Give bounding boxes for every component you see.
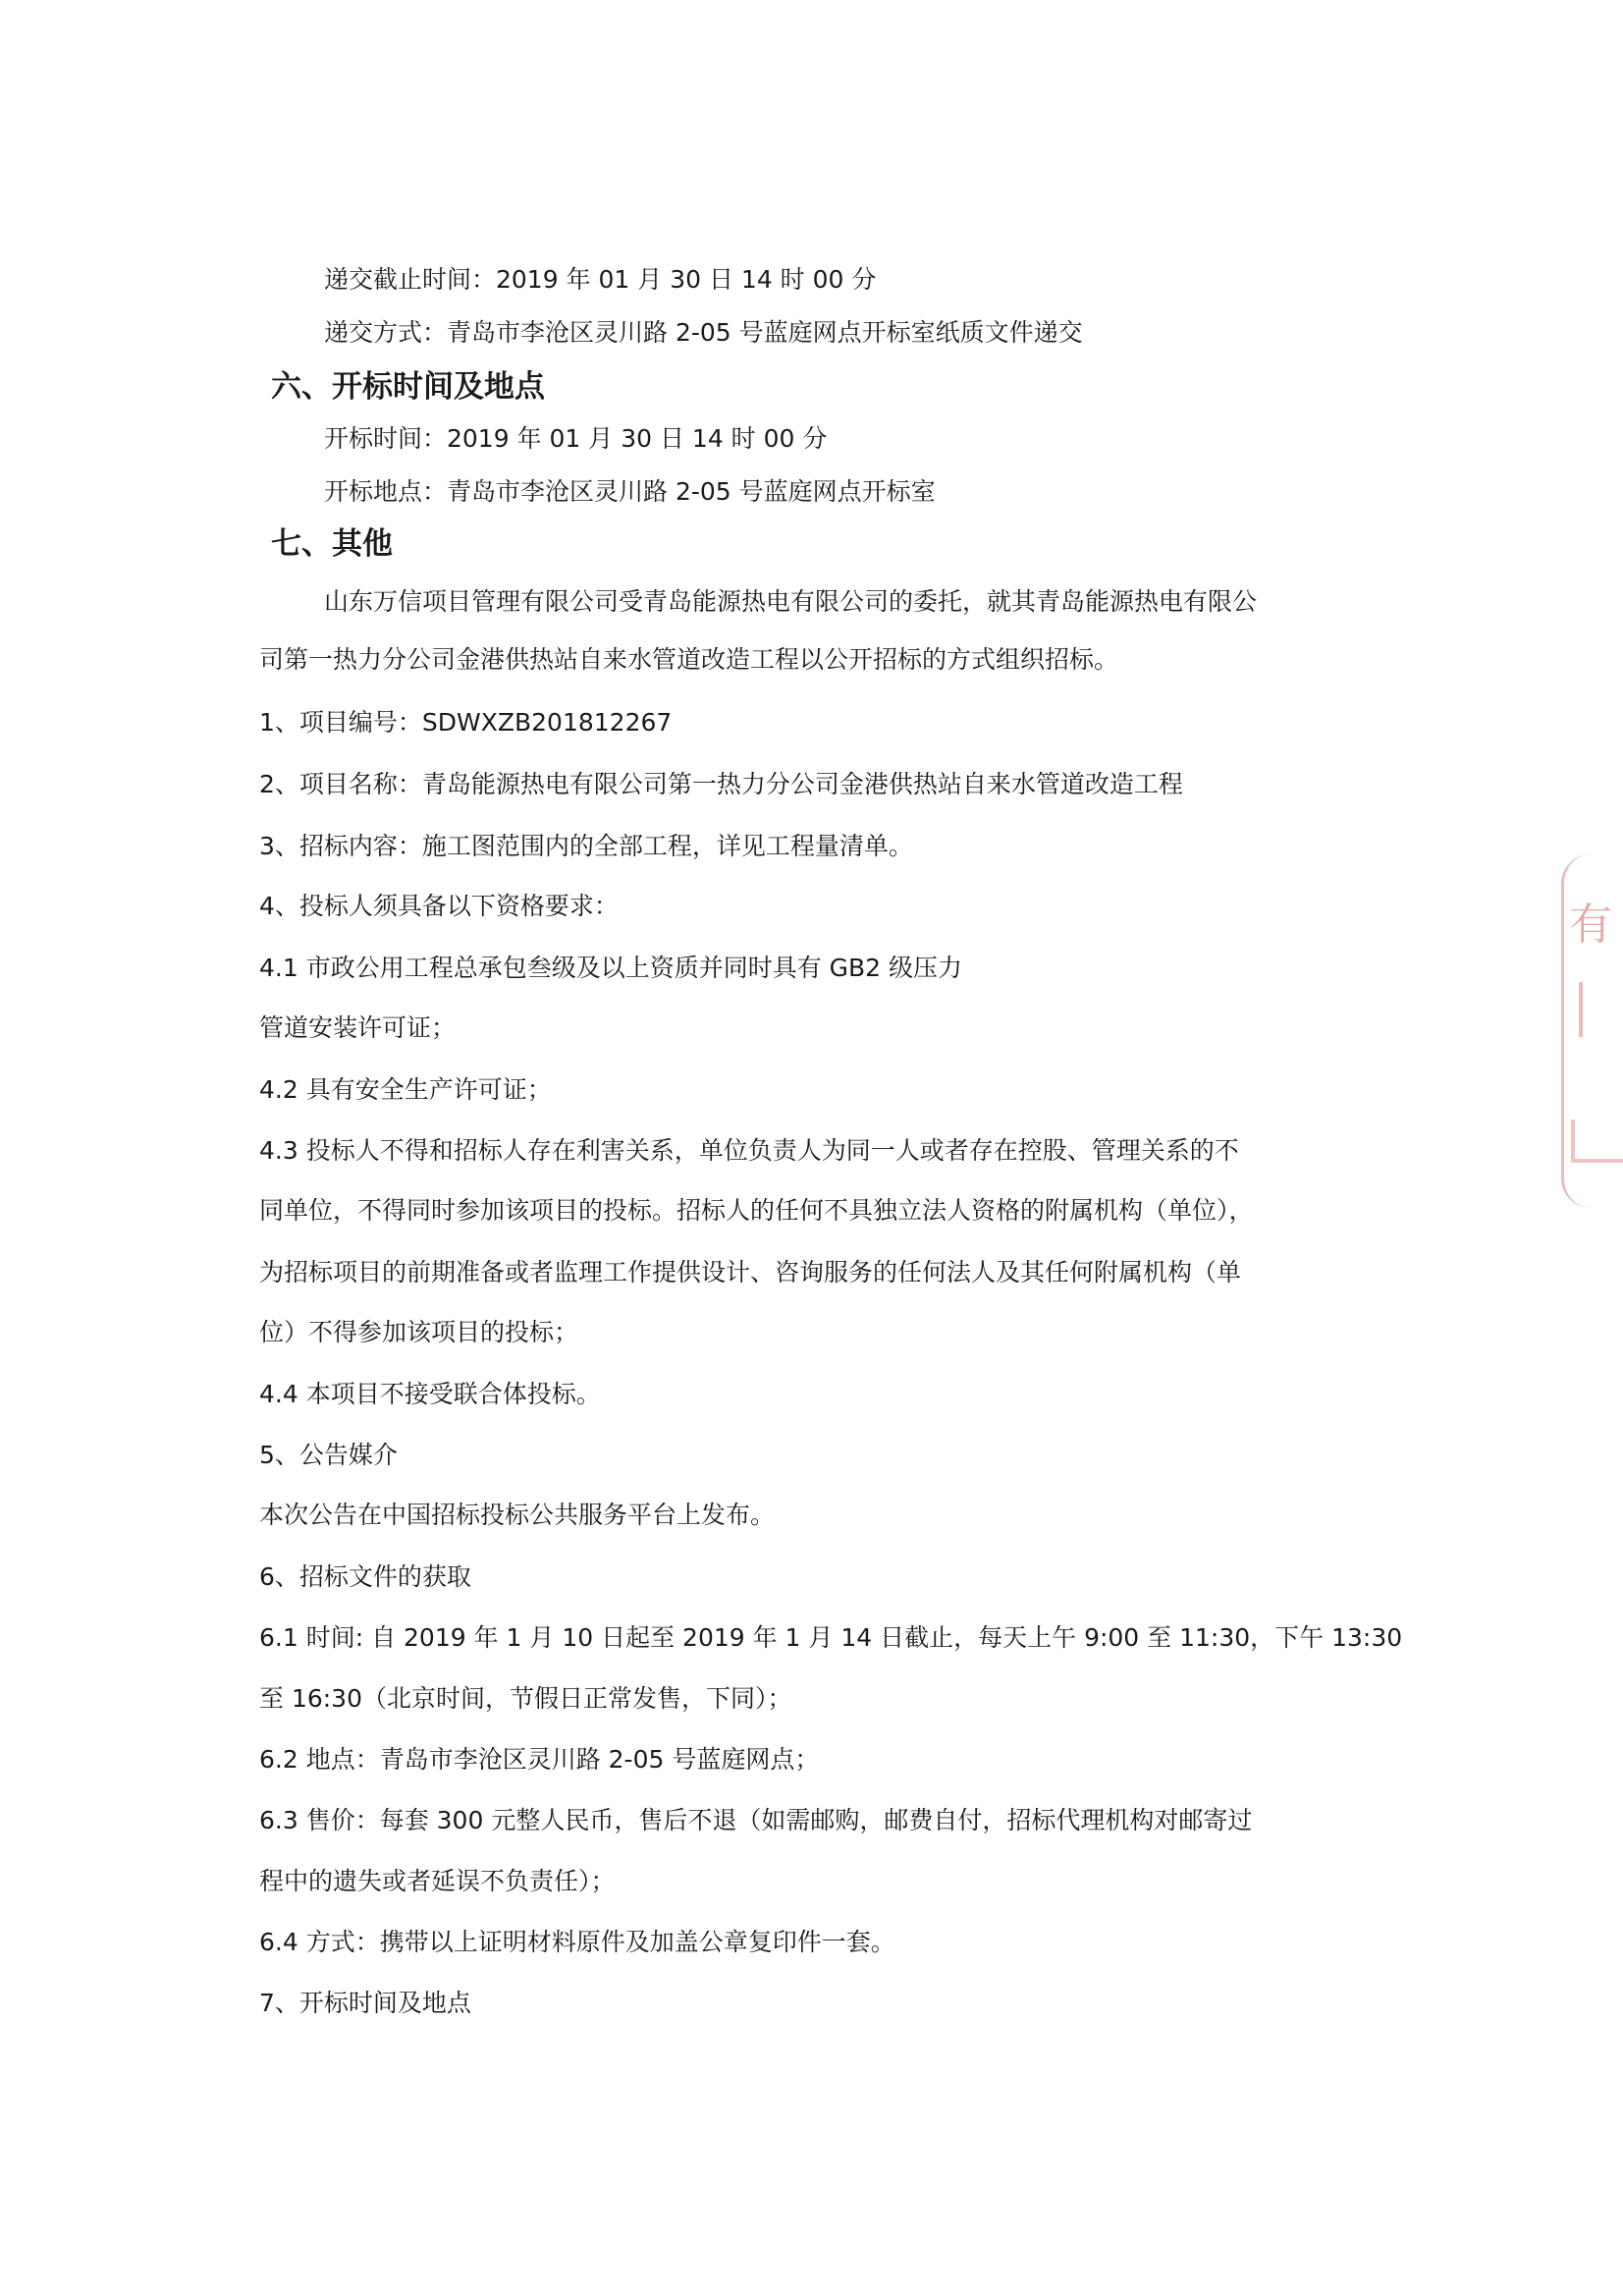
submission-method: 递交方式：青岛市李沧区灵川路 2-05 号蓝庭网点开标室纸质文件递交 xyxy=(324,318,1083,347)
announcement-media-heading: 5、公告媒介 xyxy=(259,1441,398,1469)
opening-time-location-heading: 7、开标时间及地点 xyxy=(259,1989,471,2017)
qualification-item: 为招标项目的前期准备或者监理工作提供设计、咨询服务的任何法人及其任何附属机构（单 xyxy=(259,1258,1242,1286)
qualification-item: 同单位，不得同时参加该项目的投标。招标人的任何不具独立法人资格的附属机构（单位）， xyxy=(259,1196,1254,1225)
acquisition-price: 程中的遗失或者延误不负责任）； xyxy=(259,1867,616,1895)
document-acquisition-heading: 6、招标文件的获取 xyxy=(259,1562,471,1591)
qualification-item: 位）不得参加该项目的投标； xyxy=(259,1318,579,1346)
section-heading-opening: 六、开标时间及地点 xyxy=(271,369,545,405)
opening-time: 开标时间：2019 年 01 月 30 日 14 时 00 分 xyxy=(324,424,828,453)
seal-mark xyxy=(1571,1120,1623,1163)
qualification-item: 4.4 本项目不接受联合体投标。 xyxy=(259,1380,601,1408)
opening-location: 开标地点：青岛市李沧区灵川路 2-05 号蓝庭网点开标室 xyxy=(324,477,936,506)
submission-deadline: 递交截止时间：2019 年 01 月 30 日 14 时 00 分 xyxy=(324,265,877,294)
project-number: 1、项目编号：SDWXZB201812267 xyxy=(259,708,673,737)
announcement-media-text: 本次公告在中国招标投标公共服务平台上发布。 xyxy=(259,1501,776,1529)
seal-text: 有 xyxy=(1569,900,1612,950)
acquisition-price: 6.3 售价：每套 300 元整人民币，售后不退（如需邮购，邮费自付，招标代理机构对邮寄过 xyxy=(259,1806,1253,1834)
qualification-heading: 4、投标人须具备以下资格要求： xyxy=(259,892,619,920)
acquisition-time: 6.1 时间: 自 2019 年 1 月 10 日起至 2019 年 1 月 14 日截止，每天上午 9:00 至 11:30，下午 13:30 xyxy=(259,1623,1403,1652)
qualification-item: 管道安装许可证； xyxy=(259,1013,457,1042)
acquisition-method: 6.4 方式：携带以上证明材料原件及加盖公章复印件一套。 xyxy=(259,1928,895,1956)
section-heading-other: 七、其他 xyxy=(271,526,393,562)
acquisition-time: 至 16:30（北京时间，节假日正常发售，下同）； xyxy=(259,1684,792,1713)
seal-mark xyxy=(1579,982,1618,1037)
qualification-item: 4.1 市政公用工程总承包叁级及以上资质并同时具有 GB2 级压力 xyxy=(259,954,963,982)
paragraph-line: 山东万信项目管理有限公司受青岛能源热电有限公司的委托，就其青岛能源热电有限公 xyxy=(324,587,1258,616)
paragraph-line: 司第一热力分公司金港供热站自来水管道改造工程以公开招标的方式组织招标。 xyxy=(259,645,1119,674)
qualification-item: 4.3 投标人不得和招标人存在利害关系，单位负责人为同一人或者存在控股、管理关系的不 xyxy=(259,1136,1239,1165)
project-name: 2、项目名称：青岛能源热电有限公司第一热力分公司金港供热站自来水管道改造工程 xyxy=(259,770,1183,798)
tender-content: 3、招标内容：施工图范围内的全部工程，详见工程量清单。 xyxy=(259,832,913,860)
acquisition-location: 6.2 地点：青岛市李沧区灵川路 2-05 号蓝庭网点； xyxy=(259,1745,820,1774)
qualification-item: 4.2 具有安全生产许可证； xyxy=(259,1075,552,1104)
